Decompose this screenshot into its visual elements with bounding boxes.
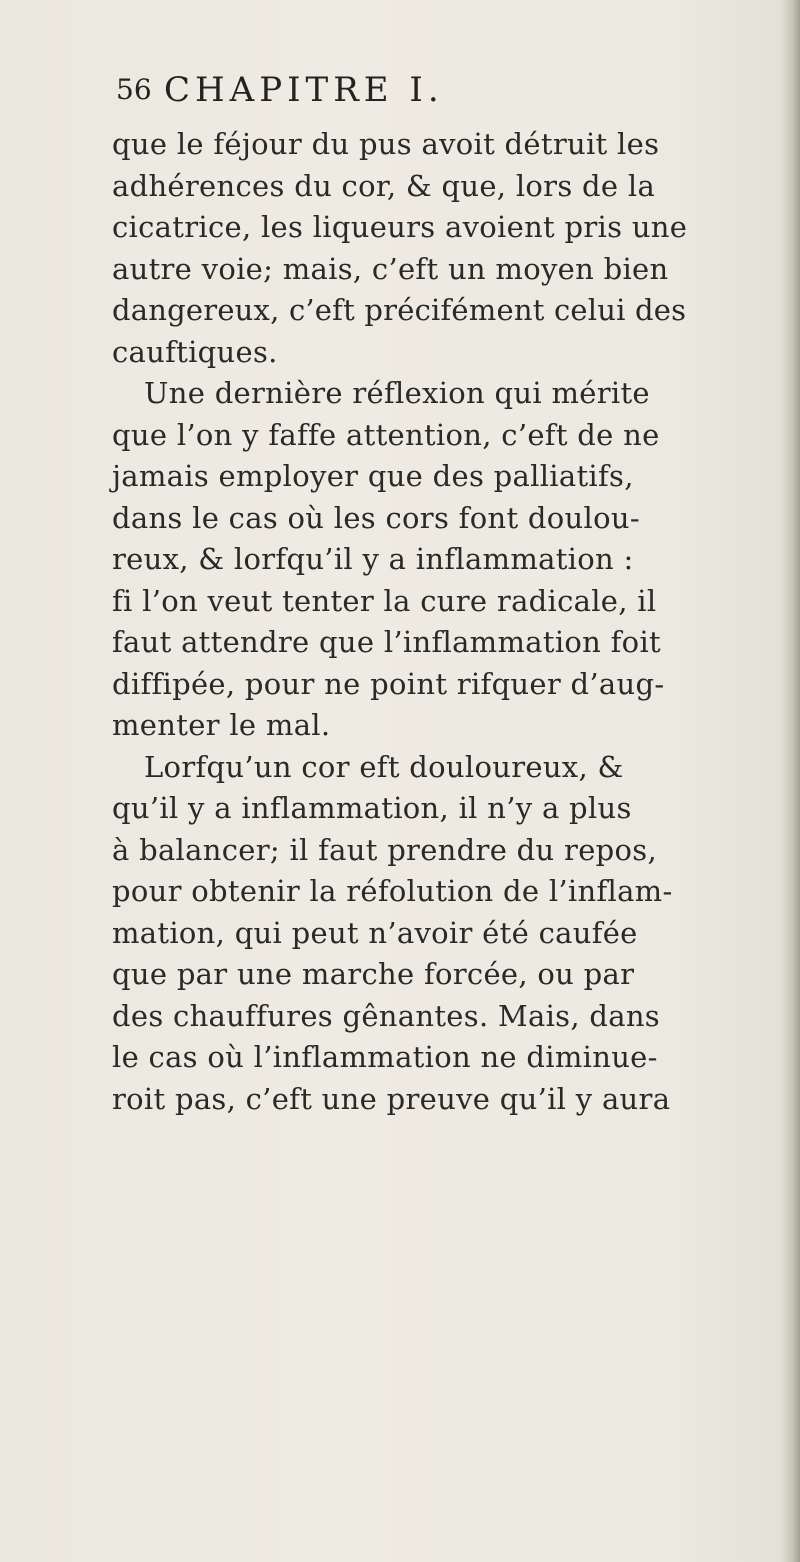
text-line: mation, qui peut n’avoir été caufée [112,915,638,950]
text-line: à balancer; il faut prendre du repos, [112,832,657,867]
page-header [116,70,676,114]
text-line: jamais employer que des palliatifs, [112,459,634,493]
page-number: 56 [116,73,152,106]
body-text [112,124,687,1120]
text-line: que le féjour du pus avoit détruit les [112,127,660,161]
text-line: faut attendre que l’inflammation foit [112,625,661,659]
text-line: que par une marche forcée, ou par [112,957,635,991]
text-line: menter le mal. [112,708,331,742]
page-edge-shadow [782,0,800,1562]
text-line: dans le cas où les cors font doulou- [112,500,640,535]
text-line: fi l’on veut tenter la cure radicale, il [112,583,657,618]
running-head: CHAPITRE I. [164,70,444,110]
text-line: dangereux, c’eft précifément celui des [112,293,687,327]
text-line: que l’on y faffe attention, c’eft de ne [112,417,660,452]
text-line: roit pas, c’eft une preuve qu’il y aura [112,1081,671,1116]
text-line: cicatrice, les liqueurs avoient pris une [112,210,688,244]
text-line: cauftiques. [112,334,278,369]
paragraph-start-line: Lorfqu’un cor eft douloureux, & [144,749,624,784]
text-line: le cas où l’inflammation ne diminue- [112,1040,658,1074]
text-line: adhérences du cor, & que, lors de la [112,168,656,203]
text-line: des chauffures gênantes. Mais, dans [112,998,660,1033]
paragraph-start-line: Une dernière réflexion qui mérite [144,376,650,410]
text-line: qu’il y a inflammation, il n’y a plus [112,791,632,825]
text-line: diffipée, pour ne point rifquer d’aug- [112,666,665,701]
text-line: pour obtenir la réfolution de l’inflam- [112,874,673,908]
text-line: autre voie; mais, c’eft un moyen bien [112,251,669,286]
text-line: reux, & lorfqu’il y a inflammation : [112,542,634,576]
